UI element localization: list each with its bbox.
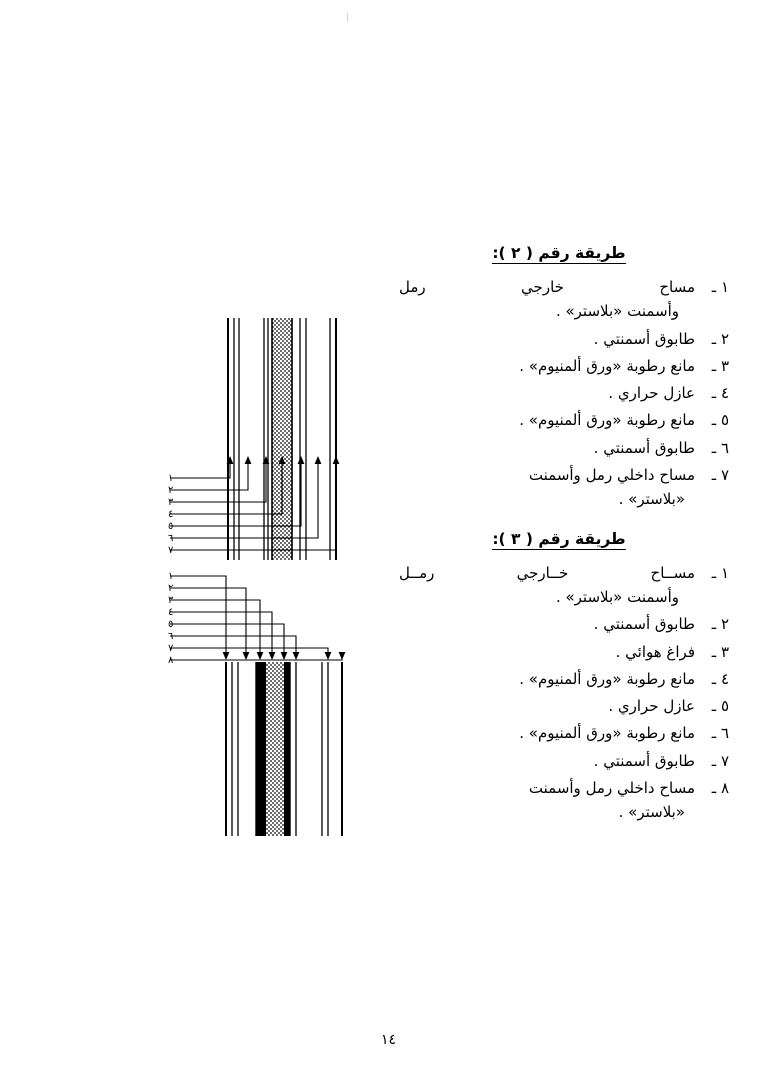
- list-item-text: مانع رطوبة «ورق ألمنيوم» .: [519, 411, 695, 430]
- section-method-3: [399, 530, 729, 825]
- list-item-number: ٦ ـ: [711, 724, 729, 743]
- figure-method-2: [160, 310, 390, 560]
- list-item-text: مانع رطوبة «ورق ألمنيوم» .: [519, 724, 695, 743]
- list-item-line1: مســاح خــارجي رمــل: [399, 563, 695, 582]
- svg-text:٢: ٢: [168, 583, 174, 594]
- list-item-text: مانع رطوبة «ورق ألمنيوم» .: [519, 356, 695, 375]
- list-item-number: ١ ـ: [711, 278, 729, 296]
- list-item-number: ٤ ـ: [711, 384, 729, 403]
- list-item-text: فراغ هوائي .: [615, 642, 695, 661]
- list-item-text: طابوق أسمنتي .: [593, 751, 695, 770]
- list-item-text: [399, 776, 695, 825]
- list-item-text: مانع رطوبة «ورق ألمنيوم» .: [519, 669, 695, 688]
- svg-text:٧: ٧: [168, 643, 174, 654]
- svg-text:٦: ٦: [168, 631, 174, 642]
- svg-text:٦: ٦: [168, 533, 174, 544]
- crop-tick-mark: [347, 13, 348, 22]
- svg-text:٤: ٤: [168, 509, 174, 520]
- list-item: [399, 436, 729, 460]
- list-item-number: ١ ـ: [711, 563, 729, 582]
- list-item-number: ٧ ـ: [711, 751, 729, 770]
- svg-text:١: ١: [168, 473, 174, 484]
- list-item-number: ٤ ـ: [711, 669, 729, 688]
- list-item-number: ٣ ـ: [711, 356, 729, 375]
- list-item-line1: مساح خارجي رمل: [399, 278, 695, 296]
- text-column: [399, 244, 729, 831]
- svg-text:٥: ٥: [168, 619, 174, 630]
- list-item: [399, 327, 729, 351]
- list-item-number: ٧ ـ: [711, 466, 729, 485]
- section-title-text: طريقة رقم ( ٢ ):: [492, 244, 626, 262]
- list-item-line1: مساح داخلي رمل وأسمنت: [528, 466, 695, 485]
- section-title-text: طريقة رقم ( ٣ ):: [492, 529, 626, 548]
- list-item: [399, 749, 729, 773]
- list-item: [399, 612, 729, 636]
- list-item-line2: «بلاستر» .: [618, 803, 685, 822]
- list-item-text: طابوق أسمنتي .: [593, 438, 695, 457]
- list-item: [399, 561, 729, 610]
- list-item-line2: «بلاستر» .: [618, 490, 685, 509]
- list-item: [399, 640, 729, 664]
- svg-text:٣: ٣: [168, 595, 174, 606]
- svg-text:٧: ٧: [168, 545, 174, 556]
- list-item-line2: وأسمنت «بلاستر» .: [555, 587, 679, 606]
- list-item-number: ٣ ـ: [711, 642, 729, 661]
- list-item: [399, 381, 729, 405]
- list-item-text: [399, 463, 695, 512]
- svg-text:١: ١: [168, 571, 174, 582]
- list-item-text: [399, 275, 695, 324]
- list-item-text: عازل حراري .: [608, 697, 695, 716]
- section-method-2: [399, 244, 729, 512]
- svg-text:٥: ٥: [168, 521, 174, 532]
- list-item-number: ٥ ـ: [711, 411, 729, 430]
- svg-text:٣: ٣: [168, 497, 174, 508]
- list-item-text: عازل حراري .: [608, 384, 695, 403]
- figure-method-3: [160, 566, 390, 836]
- section-title-method-3: [399, 530, 729, 548]
- list-item: [399, 776, 729, 825]
- section-title-method-2: [399, 244, 729, 262]
- list-item: [399, 275, 729, 324]
- list-item: [399, 721, 729, 745]
- list-item-line1: مساح داخلي رمل وأسمنت: [528, 779, 695, 798]
- list-item-text: طابوق أسمنتي .: [593, 615, 695, 634]
- page-number: ١٤: [380, 1032, 397, 1048]
- list-item: [399, 463, 729, 512]
- list-item-number: ٢ ـ: [711, 615, 729, 634]
- list-item-number: ٥ ـ: [711, 697, 729, 716]
- list-item-text: [399, 561, 695, 610]
- list-item: [399, 408, 729, 432]
- list-item-number: ٦ ـ: [711, 438, 729, 457]
- svg-text:٤: ٤: [168, 607, 174, 618]
- list-item: [399, 354, 729, 378]
- list-item-number: ٢ ـ: [711, 329, 729, 348]
- svg-text:٨: ٨: [168, 655, 174, 666]
- list-item-line2: وأسمنت «بلاستر» .: [555, 302, 679, 321]
- list-item: [399, 694, 729, 718]
- list-item: [399, 667, 729, 691]
- list-item-number: ٨ ـ: [711, 779, 729, 798]
- list-item-text: طابوق أسمنتي .: [593, 329, 695, 348]
- svg-text:٢: ٢: [168, 485, 174, 496]
